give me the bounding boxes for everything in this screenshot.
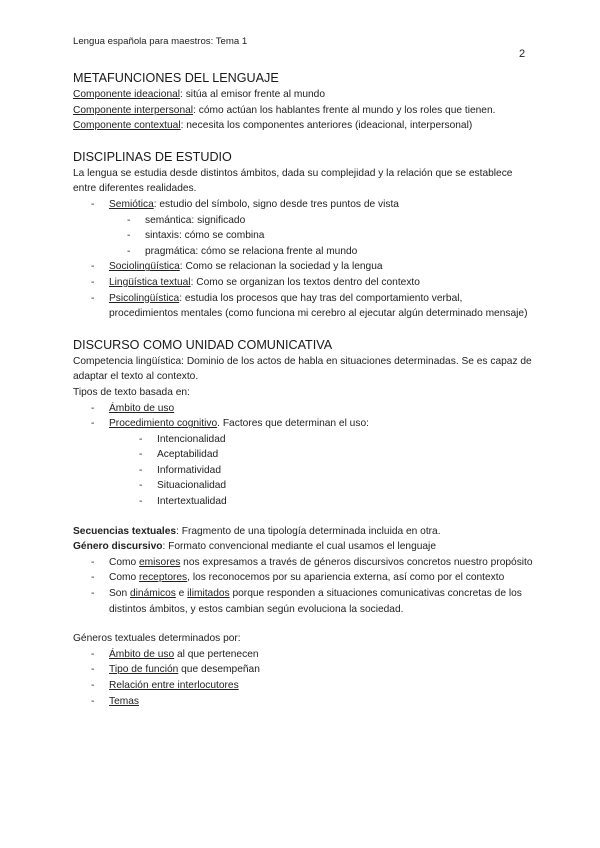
list-item: - Semiótica: estudio del símbolo, signo desde tres puntos de vista - semántica: significado - sintaxis: cómo se combina - pragmática: cómo se relaciona frente al mundo (73, 197, 533, 259)
list-item: - Temas (73, 694, 533, 710)
list-item: - sintaxis: cómo se combina (73, 228, 533, 244)
list-item: - Lingüística textual: Como se organizan los textos dentro del contexto (73, 275, 533, 291)
bullet-list (73, 647, 533, 709)
list-item: - Como receptores, los reconocemos por su apariencia externa, así como por el contexto (73, 570, 533, 586)
list-item: - Informatividad (73, 463, 533, 479)
section-heading-discurso: DISCURSO COMO UNIDAD COMUNICATIVA (73, 337, 333, 352)
paragraph: La lengua se estudia desde distintos ámbitos, dada su complejidad y la relación que se establece entre diferentes realidades. (73, 167, 513, 195)
list-item: - Psicolingüística: estudia los procesos que hay tras del comportamiento verbal, procedimientos mentales (como funciona mi cerebro al ejecutar algún determinado mensaje) (73, 291, 533, 322)
sub-list (73, 213, 533, 260)
list-item: - Sociolingüística: Como se relacionan la sociedad y la lengua (73, 259, 533, 275)
definition-line: Secuencias textuales: Fragmento de una tipología determinada incluida en otra. (73, 525, 441, 537)
list-item: - Relación entre interlocutores (73, 678, 533, 694)
definition-line: Género discursivo: Formato convencional mediante el cual usamos el lenguaje (73, 541, 436, 553)
sub-list (73, 432, 533, 510)
bullet-list (73, 555, 533, 617)
list-item: - semántica: significado (73, 213, 533, 229)
bullet-list (73, 401, 533, 510)
page-header: Lengua española para maestros: Tema 1 (73, 36, 248, 47)
document-body (73, 69, 533, 709)
section-heading-metafunciones: METAFUNCIONES DEL LENGUAJE (73, 71, 279, 85)
paragraph: Tipos de texto basada en: (73, 386, 190, 398)
list-item: - Ámbito de uso al que pertenecen (73, 647, 533, 663)
definition-line: Componente ideacional: sitúa al emisor frente al mundo (73, 89, 326, 100)
paragraph: Géneros textuales determinados por: (73, 633, 241, 645)
list-item: - Situacionalidad (73, 478, 533, 494)
list-item: - pragmática: cómo se relaciona frente al mundo (73, 244, 533, 260)
list-item: - Intencionalidad (73, 432, 533, 448)
list-item: - Son dinámicos e ilimitados porque responden a situaciones comunicativas concretas de los distintos ámbitos, y estos cambian según evoluciona la sociedad. (73, 586, 533, 617)
list-item: - Aceptabilidad (73, 447, 533, 463)
page-number: 2 (519, 48, 526, 60)
list-item: - Ámbito de uso (73, 401, 533, 417)
list-item: - Tipo de función que desempeñan (73, 662, 533, 678)
bullet-list (73, 197, 533, 322)
list-item: - Como emisores nos expresamos a través de géneros discursivos concretos nuestro propósito (73, 555, 533, 571)
definition-line: Componente interpersonal: cómo actúan los hablantes frente al mundo y los roles que tienen. (73, 104, 496, 116)
paragraph: Competencia lingüística: Dominio de los actos de habla en situaciones determinadas. Se es capaz de adaptar el texto al contexto. (73, 355, 532, 383)
list-item: - Intertextualidad (73, 494, 533, 510)
definition-line: Componente contextual: necesita los componentes anteriores (ideacional, interpersonal) (73, 120, 473, 132)
list-item: - Procedimiento cognitivo. Factores que determinan el uso: - Intencionalidad - Aceptabilidad - Informatividad - Situacionalidad - Intertextualidad (73, 416, 533, 510)
section-heading-disciplinas: DISCIPLINAS DE ESTUDIO (73, 149, 232, 164)
